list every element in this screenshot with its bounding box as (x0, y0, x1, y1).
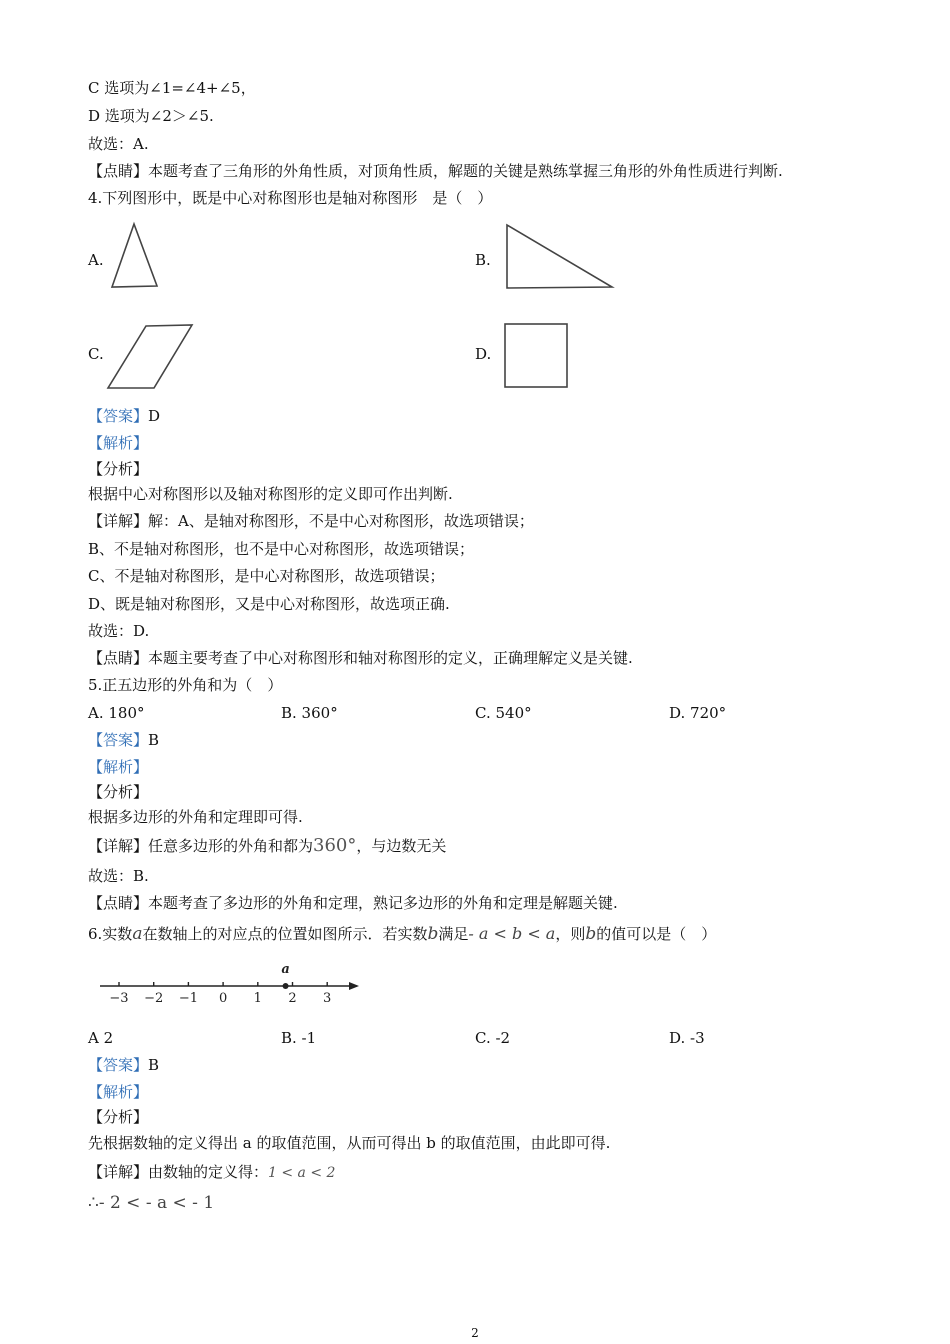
jiexi-tag: 【解析】 (88, 1083, 149, 1101)
jiexi-tag: 【解析】 (88, 758, 149, 776)
question-4: 4.下列图形中，既是中心对称图形也是轴对称图形 是（ ） (88, 189, 493, 207)
page-number: 2 (471, 1326, 479, 1340)
answer-value: B (148, 731, 160, 749)
number-line-point-label: a (281, 962, 290, 977)
answer-tag: 【答案】 (88, 407, 149, 425)
fenxi-tag: 【分析】 (88, 783, 149, 801)
text-line: ∴- 2 < - a < - 1 (88, 1193, 215, 1213)
number-line-tick-label: −2 (144, 991, 164, 1006)
answer-value: D (148, 407, 161, 425)
number-line-tick-label: 2 (288, 991, 297, 1006)
q5-option-c: C. 540° (475, 704, 532, 722)
text-line: 【点睛】本题主要考查了中心对称图形和轴对称图形的定义，正确理解定义是关键. (88, 649, 633, 667)
text-line: 根据多边形的外角和定理即可得. (88, 808, 303, 826)
number-line-tick-label: 1 (253, 991, 262, 1006)
text-line: C 选项为∠1=∠4+∠5， (88, 79, 256, 97)
q4-option-d-label: D. (475, 345, 492, 363)
text-line: 根据中心对称图形以及轴对称图形的定义即可作出判断. (88, 485, 453, 503)
text-line: B、不是轴对称图形，也不是中心对称图形，故选项错误； (88, 540, 475, 558)
text-line: C、不是轴对称图形，是中心对称图形，故选项错误； (88, 567, 445, 585)
math-360: 360° (313, 835, 357, 856)
q6-option-a: A 2 (88, 1029, 114, 1047)
question-5: 5.正五边形的外角和为（ ） (88, 676, 283, 694)
number-line-arrow (349, 982, 359, 990)
fenxi-tag: 【分析】 (88, 460, 149, 478)
question-6: 6.实数a在数轴上的对应点的位置如图所示．若实数b满足- a < b < a，则b的值可以是（ ） (88, 924, 717, 944)
text-line: 【详解】任意多边形的外角和都为360°，与边数无关 (88, 835, 447, 856)
q6-answer (88, 1055, 159, 1075)
answer-tag: 【答案】 (88, 731, 149, 749)
q4-option-c-label: C. (88, 345, 104, 363)
text-line: 故选：B. (88, 867, 149, 885)
text-line: 故选：D. (88, 622, 150, 640)
number-line-point-a (283, 983, 289, 989)
text-line: 故选：A. (88, 135, 149, 153)
answer-tag: 【答案】 (88, 1056, 149, 1074)
fenxi-tag: 【分析】 (88, 1108, 149, 1126)
text-line: 【点睛】本题考查了多边形的外角和定理，熟记多边形的外角和定理是解题关键. (88, 894, 618, 912)
q5-option-a: A. 180° (88, 704, 145, 722)
q6-option-d: D. -3 (669, 1029, 705, 1047)
number-line-tick-label: 0 (218, 991, 228, 1006)
answer-value: B (148, 1056, 160, 1074)
q4-answer (88, 406, 160, 426)
q5-option-d: D. 720° (669, 704, 727, 722)
text-line: 【详解】由数轴的定义得：1 < a < 2 (88, 1163, 336, 1181)
q5-option-b: B. 360° (281, 704, 338, 722)
number-line-figure (95, 958, 365, 1008)
text-line: 先根据数轴的定义得出 a 的取值范围，从而可得出 b 的取值范围，由此即可得. (88, 1134, 611, 1152)
text-line: 【详解】解：A、是轴对称图形，不是中心对称图形，故选项错误； (88, 512, 534, 530)
q4-option-b-label: B. (475, 251, 491, 269)
q6-option-c: C. -2 (475, 1029, 511, 1047)
jiexi-tag: 【解析】 (88, 434, 149, 452)
text-line: D、既是轴对称图形，又是中心对称图形，故选项正确. (88, 595, 450, 613)
q4-option-a-label: A. (88, 251, 104, 269)
number-line-tick-label: −3 (109, 991, 129, 1006)
text-line: D 选项为∠2＞∠5. (88, 107, 214, 125)
q6-option-b: B. -1 (281, 1029, 317, 1047)
q5-answer (88, 730, 159, 750)
number-line-tick-label: 3 (323, 991, 332, 1006)
text-line: 【点睛】本题考查了三角形的外角性质，对顶角性质，解题的关键是熟练掌握三角形的外角性质进行判断. (88, 162, 783, 180)
math-inequality: 1 < a < 2 (268, 1165, 336, 1181)
number-line-tick-label: −1 (178, 991, 198, 1006)
